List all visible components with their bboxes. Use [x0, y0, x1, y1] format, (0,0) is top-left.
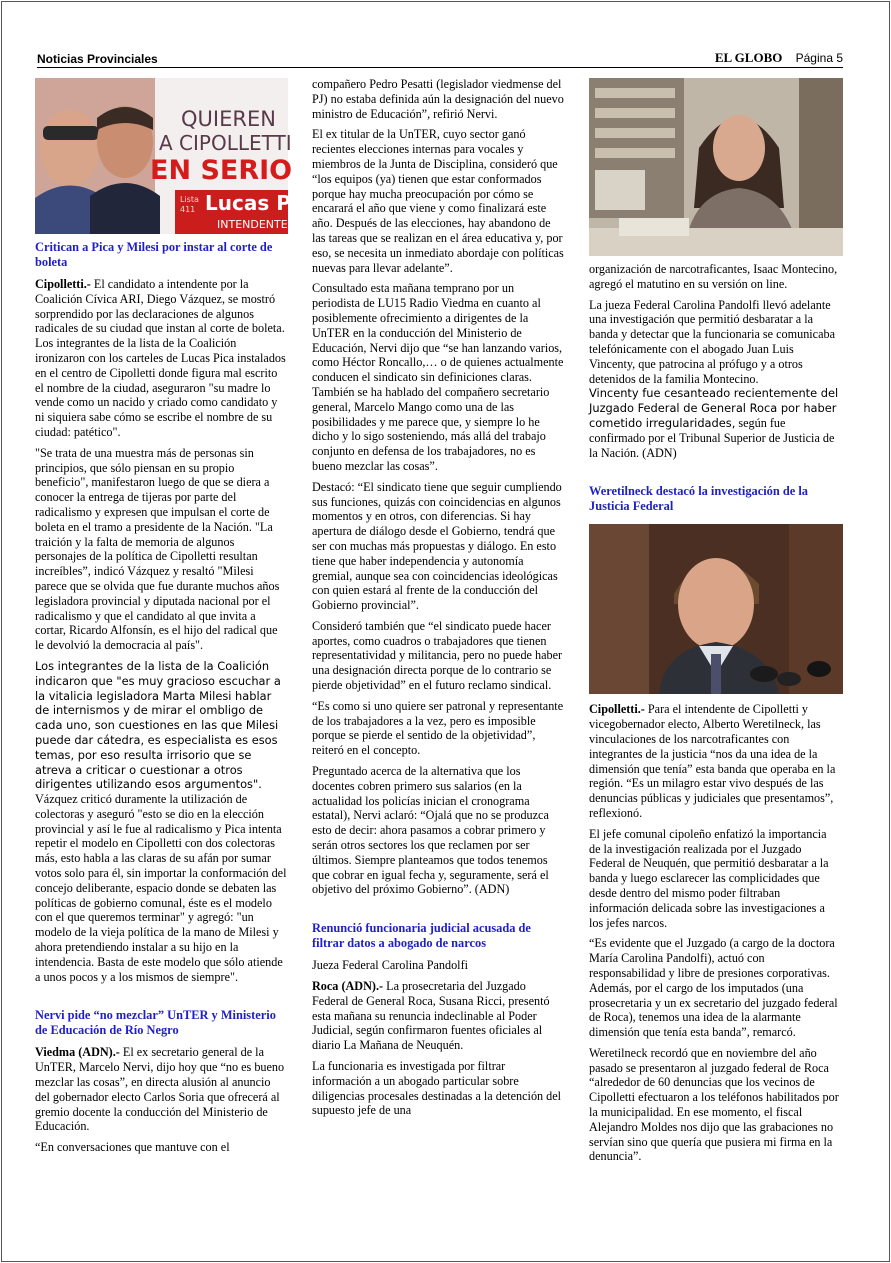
article-2-p4: El ex titular de la UnTER, cuyo sector ganó recientes elecciones internas para vocales y miembros de la Junta de Disciplina, consideró que “los equipos (ya) tienen que estar conformados porque hay mucha preocupación por cómo se encarará el año que viene y como finalizará este año. Después de las elecciones, hay abandono de las tareas que se realizan en el área educativa y, por eso, se necesita un inmediato abordaje con políticas nuevas para llevar adelante”. — [312, 127, 564, 275]
column-1 — [35, 78, 324, 1161]
article-4-p1-text: Para el intendente de Cipolletti y vicegobernador electo, Alberto Weretilneck, las vinculaciones de los narcotraficantes con integrantes de la justicia “nos da una idea de la dimensión que tenía” esta banda que operaba en la región. “Es un milagro estar vivo después de las denuncias públicas y judiciales que presentamos”, reflexionó. — [589, 702, 836, 820]
article-3-p4: La jueza Federal Carolina Pandolfi llevó adelante una investigación que permitió desbaratar a la banda y detectar que la funcionaria se comunicaba telefónicamente con el abogado Juan Luis Vincenty, que patrocina al prófugo y a otros detenidos de la familia Montecino. — [589, 297, 835, 386]
article-spacer — [312, 903, 564, 921]
article-2-dateline: Viedma (ADN).- — [35, 1045, 120, 1060]
header-rule — [37, 67, 843, 68]
poster-list-label: Lista — [180, 195, 199, 204]
article-2-p5: Consultado esta mañana temprano por un periodista de LU15 Radio Viedma en cuanto al posiblemente ofrecimiento a dirigentes de la UnTER en la conducción del Ministerio de Educación, Nervi dijo que “se han lanzando varios, como Héctor Roncallo,… o de quienes actualmente conducen el sindicato sin definiciones claras. También se ha hablado del compañero secretario general, Marcelo Mango como una de las posibilidades y me parece que, y siempre lo he dicho y lo sigo sosteniendo, más allá del trabajo conjunto en defensa de los trabajadores, no es bueno mezclar las cosas”. — [312, 281, 564, 473]
article-4-p1 — [589, 702, 841, 820]
article-3-subtitle: Jueza Federal Carolina Pandolfi — [312, 958, 469, 973]
article-3-title: Renunció funcionaria judicial acusada de filtrar datos a abogado de narcos — [312, 921, 531, 951]
article-1-p1-text: El candidato a intendente por la Coalición Cívica ARI, Diego Vázquez, se mostró sorprendido por las declaraciones de algunos radicales de su ciudad que instan al corte de boleta. Los integrantes de la lista de la Coalición ironizaron con los carteles de Lucas Pica instalados en el centro de Cipolletti donde figura mal escrito el nombre de la ciudad, aseguraron "su madre lo vende como un nacido y criado como candidato y ni siquiera sabe cómo se escribe el nombre de su ciudad: patético". — [35, 277, 286, 439]
page-number: Página 5 — [795, 51, 843, 65]
poster-line-2: A CIPOLLETTI — [159, 131, 292, 155]
article-spacer — [589, 466, 841, 484]
column-3 — [589, 78, 841, 1170]
poster-line-1: QUIEREN — [181, 107, 276, 131]
article-1-p4: Vázquez criticó duramente la utilización de colectoras y aseguró "esto se dio en la elección provincial y así le fue al radicalismo y Pica intenta repetir el modelo en Cipolletti con dos colectoras más, esto habla a las claras de su afán por sumar votos solo para él, sin importar la conformación del concejo deliberante, espacio donde se debaten las políticas de gobierno comunal, éste es el modelo con el que queremos terminar" y agregó: "un modelo de la vieja política de la mano de Milesi y ahora pretendiendo instalar a su hijo en la intendencia. Basta de este modelo que sólo atiende a unos pocos y a los mismos de siempre". — [35, 792, 287, 984]
column-2 — [312, 77, 564, 1124]
article-2-p2: “En conversaciones que mantuve con el — [35, 1140, 230, 1155]
article-4-dateline: Cipolletti.- — [589, 702, 645, 717]
article-1-title: Critican a Pica y Milesi por instar al corte de boleta — [35, 240, 273, 269]
article-2-p8: “Es como si uno quiere ser patronal y representante de los trabajadores a la vez, pero es imposible porque se pierde el sentido de la objetividad”, reiteró en el concepto. — [312, 698, 564, 758]
article-3-p2: La funcionaria es investigada por filtrar información a un abogado particular sobre diligencias procesales destinadas a la detención del supuesto jefe de una — [312, 1059, 562, 1118]
article-4-p3: “Es evidente que el Juzgado (a cargo de la doctora María Carolina Pandolfi), actuó con responsabilidad y libre de presiones corporativas. Además, por el cargo de los imputados (una prosecretaria y un ex secretario del juzgado federal de Roca), tenemos una idea de la alarmante dimensión que tenía esta banda”, remarcó. — [589, 936, 838, 1040]
article-3-p5 — [589, 386, 841, 460]
article-1-p1 — [35, 277, 287, 440]
article-2-p7: Consideró también que “el sindicato puede hacer aportes, como cuadros o trabajadores que tienen representatividad y militancia, pero no puede haber una designación directa porque de lo contrario se pierde objetividad” en el futuro reclamo sindical. — [312, 618, 563, 693]
newspaper-page — [1, 1, 890, 1262]
article-4-title: Weretilneck destacó la investigación de la Justicia Federal — [589, 484, 808, 514]
poster-candidate-role: INTENDENTE — [217, 218, 288, 231]
weretilneck-photo — [589, 524, 843, 694]
article-2-p6: Destacó: “El sindicato tiene que seguir cumpliendo sus funciones, quizás con coincidencias en algunos momentos y en otros, con diferencias. Si hay apertura de diálogo desde el Gobierno, tendrá que ser con muchas más propuestas y diálogo. En esto tiene que haber independencia y autonomía gremial, aunque sea con coincidencias ideológicas con quien estará al frente de la conducción del Gobierno provincial”. — [312, 479, 562, 613]
article-3-dateline: Roca (ADN).- — [312, 979, 384, 994]
masthead — [715, 50, 843, 66]
article-3-p5-b: según fue confirmado por el Tribunal Superior de Justicia de la Nación. (ADN) — [589, 415, 835, 460]
article-1-p2: "Se trata de una muestra más de personas sin principios, que sólo piensan en su propio beneficio", manifestaron luego de que se diera a conocer la entrega de tijeras por parte del radicalismo y expresen que impulsan el corte de boleta en el tramo a presidente de la Nación. "La traición y la falta de memoria de algunos personajes de la política de Cipolletti resultan increíbles”, indicó Vázquez y resaltó "Milesi parece que se olvida que fue durante muchos años legisladora provincial y diputada nacional por el radicalismo y que el candidato al que invita a cortar, Ricardo Alfonsín, es el hijo del radical que le devolvió la democracia al país". — [35, 445, 280, 653]
article-1-p3: Los integrantes de la lista de la Coalición indicaron que "es muy gracioso escuchar a la vitalicia legisladora Marta Milesi hablar de internismos y de mirar el ombligo de cada uno, son cuestiones en las que Milesi puede dar cátedra, es especialista es esos temas, por eso resulta irrisorio que se atreva a criticar o cuestionar a otros dirigentes utilizando esos argumentos". — [35, 658, 281, 792]
article-1-dateline: Cipolletti.- — [35, 277, 91, 291]
poster-line-3: EN SERIO — [150, 155, 293, 186]
article-4-p2: El jefe comunal cipoleño enfatizó la importancia de la investigación realizada por el Juzgado Federal de Neuquén, que permitió desbaratar a la banda y luego esclarecer las complicidades que desde dentro del mismo poder filtraban información delicada sobre las investigaciones a los jefes narcos. — [589, 826, 829, 930]
article-2-p9: Preguntado acerca de la alternativa que los docentes cobren primero sus salarios (en la actualidad los policías inician el cronograma estatal), Nervi aclaró: “Ojalá que no se produzca esto de decir: ahora pasamos a cobrar primero y serán otros sectores los que reclamen por ser últimos. Siempre planteamos que todos tenemos que cobrar en igual fecha y, seguramente, será el objetivo del próximo Gobierno”. (ADN) — [312, 764, 549, 897]
paper-name: EL GLOBO — [714, 50, 783, 65]
judge-photo — [589, 78, 843, 256]
section-title: Noticias Provinciales — [37, 52, 158, 66]
campaign-poster-photo — [35, 78, 324, 234]
article-3-p1 — [312, 979, 564, 1053]
poster-candidate-name: Lucas Pica — [205, 191, 324, 215]
article-spacer — [35, 990, 287, 1008]
article-2-p1 — [35, 1045, 287, 1134]
poster-list-number: 411 — [180, 205, 196, 214]
article-2-p3: compañero Pedro Pesatti (legislador viedmense del PJ) no estaba definida aún la designación del nuevo ministro de Educación”, refirió Nervi. — [312, 77, 564, 121]
article-3-p3: organización de narcotraficantes, Isaac Montecino, agregó el matutino en su versión on line. — [589, 262, 838, 291]
article-2-title: Nervi pide “no mezclar” UnTER y Ministerio de Educación de Río Negro — [35, 1008, 276, 1038]
article-4-p4: Weretilneck recordó que en noviembre del año pasado se presentaron al juzgado federal de Roca “alrededor de 60 denuncias que los vecinos de Cipolletti efectuaron a los teléfonos habilitados por la municipalidad. En ese momento, el fiscal Alejandro Moldes nos dijo que las grabaciones no servían sino que quería que pusiera mi firma en la denuncia”. — [589, 1045, 839, 1164]
article-3-p5-a: Vincenty fue cesanteado recientemente del Juzgado Federal de General Roca por haber cometido irregularidades, — [589, 386, 839, 430]
article-3-p1-text: La prosecretaria del Juzgado Federal de General Roca, Susana Ricci, presentó esta mañana su renuncia indeclinable al Poder Judicial, según confirmaron fuentes oficiales al diario La Mañana de Neuquén. — [312, 979, 550, 1053]
article-2-p1-text: El ex secretario general de la UnTER, Marcelo Nervi, dijo hoy que “no es bueno mezclar las cosas”, en directa alusión al anuncio del gobernador electo Carlos Soria que ofrecerá al gremio docente la conducción del Ministerio de Educación. — [35, 1045, 285, 1134]
